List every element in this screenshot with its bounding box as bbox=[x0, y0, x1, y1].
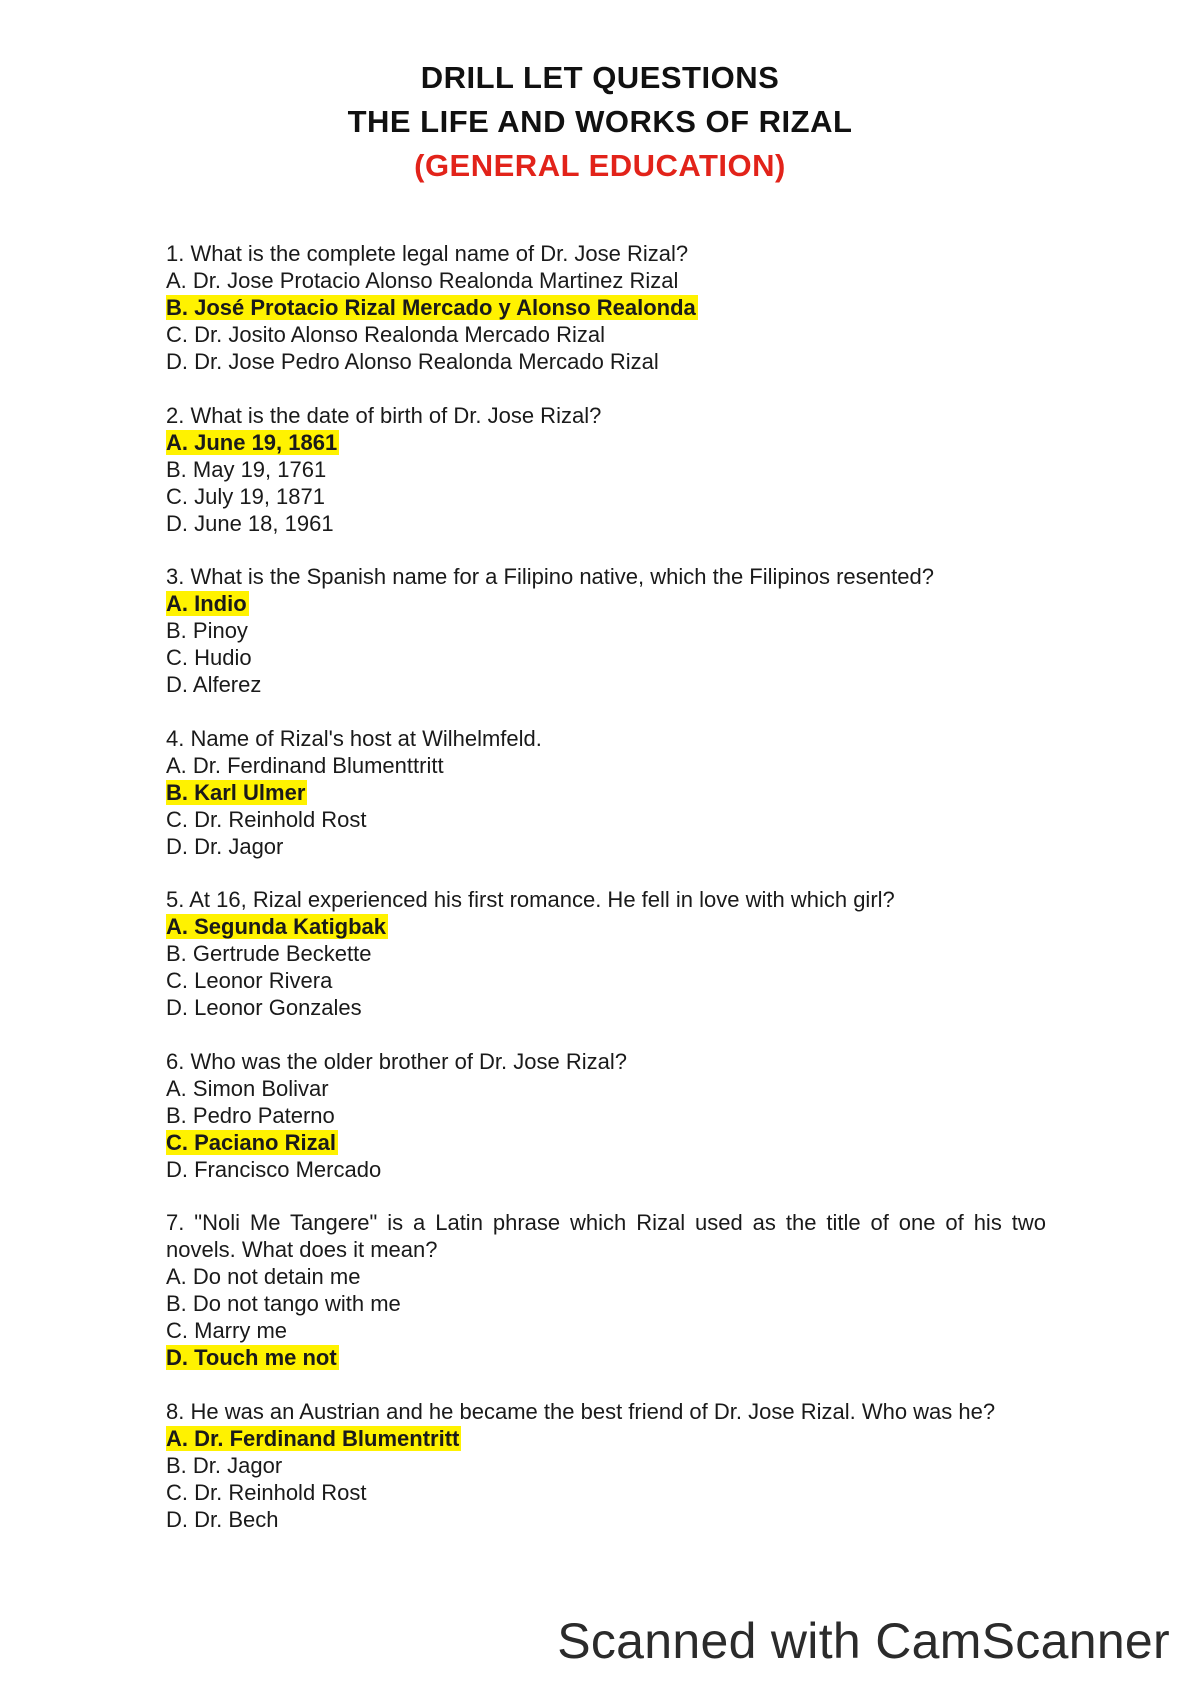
answer-option-correct: A. Dr. Ferdinand Blumentritt bbox=[166, 1425, 460, 1451]
document-header bbox=[0, 56, 1200, 188]
answer-option: A. Simon Bolivar bbox=[166, 1075, 329, 1101]
answer-option-correct: B. José Protacio Rizal Mercado y Alonso Realonda bbox=[166, 295, 696, 320]
title-line-1: DRILL LET QUESTIONS bbox=[420, 60, 780, 95]
question-item bbox=[166, 886, 1046, 1021]
answer-option-correct: A. June 19, 1861 bbox=[166, 429, 338, 455]
answer-option: D. Alferez bbox=[166, 672, 262, 697]
question-list bbox=[166, 240, 1046, 1559]
answer-option: C. Marry me bbox=[166, 1318, 287, 1343]
answer-option: C. July 19, 1871 bbox=[166, 483, 325, 509]
answer-option: C. Leonor Rivera bbox=[166, 968, 333, 993]
answer-option: A. Do not detain me bbox=[166, 1264, 361, 1289]
title-line-2: THE LIFE AND WORKS OF RIZAL bbox=[347, 104, 853, 139]
answer-option: B. Pinoy bbox=[166, 618, 248, 643]
question-item bbox=[166, 1398, 1046, 1533]
question-text: 6. Who was the older brother of Dr. Jose Rizal? bbox=[166, 1048, 627, 1074]
answer-option: D. Francisco Mercado bbox=[166, 1156, 382, 1182]
question-item bbox=[166, 1209, 1046, 1371]
question-item bbox=[166, 1048, 1046, 1183]
camscanner-watermark: Scanned with CamScanner bbox=[557, 1613, 1170, 1669]
question-text: 1. What is the complete legal name of Dr. Jose Rizal? bbox=[166, 241, 689, 266]
question-text: 3. What is the Spanish name for a Filipino native, which the Filipinos resented? bbox=[166, 564, 934, 589]
answer-option: B. Pedro Paterno bbox=[166, 1102, 335, 1128]
answer-option: D. June 18, 1961 bbox=[166, 510, 334, 536]
question-item bbox=[166, 402, 1046, 537]
answer-option: A. Dr. Jose Protacio Alonso Realonda Martinez Rizal bbox=[166, 268, 679, 293]
answer-option: B. May 19, 1761 bbox=[166, 456, 327, 482]
answer-option: C. Hudio bbox=[166, 645, 252, 670]
answer-option-correct: D. Touch me not bbox=[166, 1345, 337, 1370]
question-item bbox=[166, 240, 1046, 375]
question-text: 4. Name of Rizal's host at Wilhelmfeld. bbox=[166, 725, 542, 751]
answer-option: D. Dr. Jose Pedro Alonso Realonda Mercado Rizal bbox=[166, 349, 659, 374]
answer-option-correct: B. Karl Ulmer bbox=[166, 779, 306, 805]
answer-option: D. Leonor Gonzales bbox=[166, 995, 362, 1020]
question-item bbox=[166, 725, 1046, 860]
question-text: 2. What is the date of birth of Dr. Jose Rizal? bbox=[166, 402, 602, 428]
answer-option: B. Gertrude Beckette bbox=[166, 941, 372, 966]
answer-option: B. Dr. Jagor bbox=[166, 1452, 283, 1478]
answer-option: D. Dr. Jagor bbox=[166, 833, 284, 859]
answer-option: C. Dr. Josito Alonso Realonda Mercado Rizal bbox=[166, 322, 605, 347]
answer-option-correct: A. Indio bbox=[166, 591, 247, 616]
answer-option: B. Do not tango with me bbox=[166, 1291, 401, 1316]
answer-option-correct: A. Segunda Katigbak bbox=[166, 914, 387, 939]
answer-option: D. Dr. Bech bbox=[166, 1506, 279, 1532]
title-line-3: (GENERAL EDUCATION) bbox=[414, 148, 786, 183]
question-text: 8. He was an Austrian and he became the best friend of Dr. Jose Rizal. Who was he? bbox=[166, 1398, 996, 1424]
question-item bbox=[166, 563, 1046, 698]
question-text: 7. "Noli Me Tangere" is a Latin phrase which Rizal used as the title of one of his two novels. What does it mean? bbox=[166, 1210, 1046, 1262]
answer-option: C. Dr. Reinhold Rost bbox=[166, 1479, 367, 1505]
question-text: 5. At 16, Rizal experienced his first romance. He fell in love with which girl? bbox=[166, 887, 895, 912]
answer-option: C. Dr. Reinhold Rost bbox=[166, 806, 367, 832]
answer-option: A. Dr. Ferdinand Blumenttritt bbox=[166, 752, 444, 778]
answer-option-correct: C. Paciano Rizal bbox=[166, 1129, 336, 1155]
